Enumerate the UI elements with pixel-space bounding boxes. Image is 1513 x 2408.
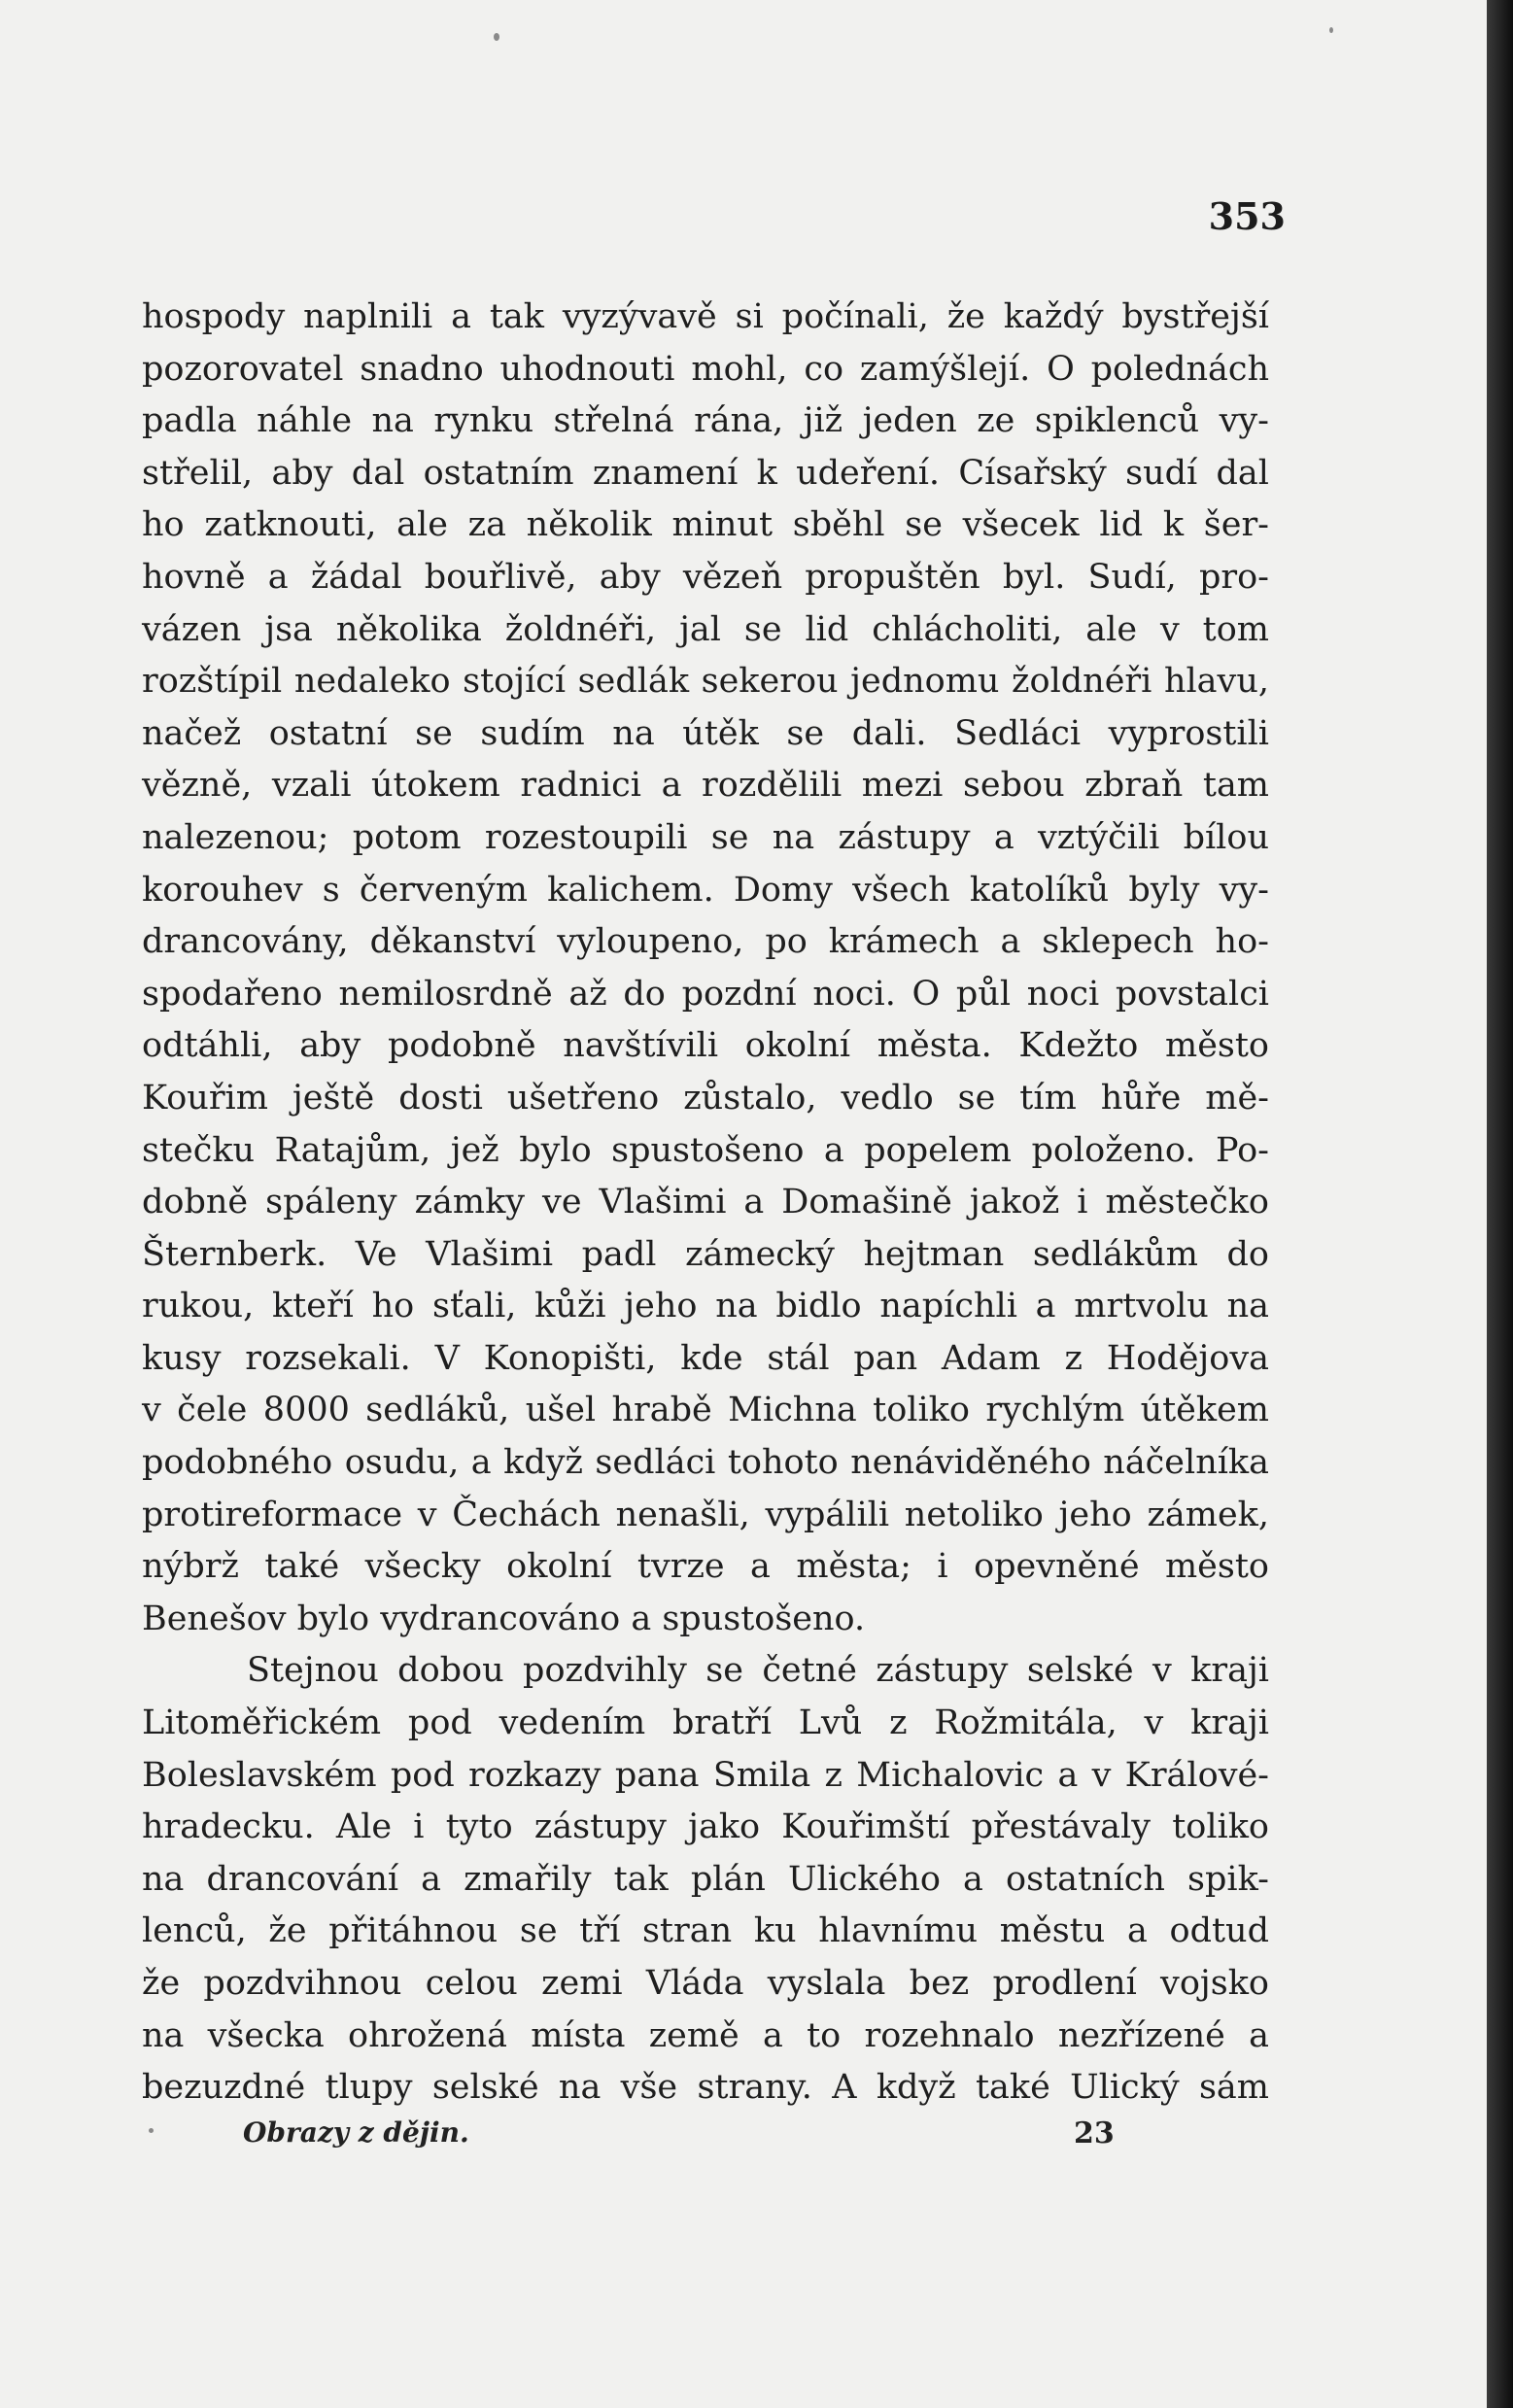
book-edge-shadow bbox=[1487, 0, 1513, 2408]
text-line: v čele 8000 sedláků, ušel hrabě Michna toliko rychlým útěkem bbox=[142, 1391, 1269, 1430]
text-line: kusy rozsekali. V Konopišti, kde stál pan Adam z Hodějova bbox=[142, 1338, 1269, 1378]
text-line: stečku Ratajům, jež bylo spustošeno a popelem položeno. Po- bbox=[142, 1130, 1269, 1170]
text-line: střelil, aby dal ostatním znamení k udeření. Císařský sudí dal bbox=[142, 453, 1269, 493]
text-line: ho zatknouti, ale za několik minut sběhl se všecek lid k šer- bbox=[142, 505, 1269, 545]
paper-speck bbox=[1329, 27, 1333, 33]
text-line: vězně, vzali útokem radnici a rozdělili mezi sebou zbraň tam bbox=[142, 766, 1269, 806]
text-line: nýbrž také všecky okolní tvrze a města; i opevněné město bbox=[142, 1547, 1269, 1587]
text-line: hovně a žádal bouřlivě, aby vězeň propuštěn byl. Sudí, pro- bbox=[142, 557, 1269, 597]
text-line: drancovány, děkanství vyloupeno, po krámech a sklepech ho- bbox=[142, 922, 1269, 962]
text-line: Benešov bylo vydrancováno a spustošeno. bbox=[142, 1599, 866, 1638]
text-line: bezuzdné tlupy selské na vše strany. A když také Ulický sám bbox=[142, 2068, 1269, 2108]
body-text bbox=[142, 292, 1269, 2115]
text-line: hradecku. Ale i tyto zástupy jako Kouřimští přestávaly toliko bbox=[142, 1807, 1269, 1847]
text-line: Boleslavském pod rozkazy pana Smila z Michalovic a v Králové- bbox=[142, 1755, 1269, 1795]
text-line: pozorovatel snadno uhodnouti mohl, co zamýšlejí. O polednách bbox=[142, 349, 1269, 389]
text-line: vázen jsa několika žoldnéři, jal se lid chlácholiti, ale v tom bbox=[142, 609, 1269, 649]
printer-signature-mark: 23 bbox=[1074, 2116, 1115, 2150]
text-line: že pozdvihnou celou zemi Vláda vyslala bez prodlení vojsko bbox=[142, 1964, 1269, 2003]
page-footer bbox=[0, 2116, 1487, 2165]
text-line: odtáhli, aby podobně navštívili okolní města. Kdežto město bbox=[142, 1026, 1269, 1066]
text-line: protireformace v Čechách nenašli, vypálili netoliko jeho zámek, bbox=[142, 1495, 1269, 1534]
text-line: na drancování a zmařily tak plán Ulického a ostatních spik- bbox=[142, 1859, 1269, 1899]
text-line: padla náhle na rynku střelná rána, již jeden ze spiklenců vy- bbox=[142, 401, 1269, 441]
text-line: podobného osudu, a když sedláci tohoto nenáviděného náčelníka bbox=[142, 1443, 1269, 1483]
text-line: spodařeno nemilosrdně až do pozdní noci. O půl noci povstalci bbox=[142, 974, 1269, 1014]
text-line: rozštípil nedaleko stojící sedlák sekerou jednomu žoldnéři hlavu, bbox=[142, 662, 1269, 702]
paper-speck bbox=[149, 2128, 154, 2133]
text-line: lenců, že přitáhnou se tří stran ku hlavnímu městu a odtud bbox=[142, 1911, 1269, 1951]
text-line: dobně spáleny zámky ve Vlašimi a Domašině jakož i městečko bbox=[142, 1183, 1269, 1222]
text-line: na všecka ohrožená místa země a to rozehnalo nezřízené a bbox=[142, 2015, 1269, 2055]
page-number: 353 bbox=[1208, 194, 1286, 238]
text-line: Kouřim ještě dosti ušetřeno zůstalo, vedlo se tím hůře mě- bbox=[142, 1078, 1269, 1118]
footer-book-title: Obrazy z dějin. bbox=[243, 2116, 469, 2149]
text-line: rukou, kteří ho sťali, kůži jeho na bidlo napíchli a mrtvolu na bbox=[142, 1287, 1269, 1326]
text-line: Šternberk. Ve Vlašimi padl zámecký hejtman sedlákům do bbox=[142, 1234, 1269, 1274]
text-line-paragraph-start: Stejnou dobou pozdvihly se četné zástupy selské v kraji bbox=[247, 1651, 1269, 1691]
text-line: načež ostatní se sudím na útěk se dali. Sedláci vyprostili bbox=[142, 713, 1269, 753]
text-line: nalezenou; potom rozestoupili se na zástupy a vztýčili bílou bbox=[142, 817, 1269, 857]
paper-speck bbox=[494, 33, 499, 41]
text-line: Litoměřickém pod vedením bratří Lvů z Rožmitála, v kraji bbox=[142, 1703, 1269, 1743]
text-line: hospody naplnili a tak vyzývavě si počínali, že každý bystřejší bbox=[142, 297, 1269, 336]
text-line: korouhev s červeným kalichem. Domy všech katolíků byly vy- bbox=[142, 870, 1269, 910]
